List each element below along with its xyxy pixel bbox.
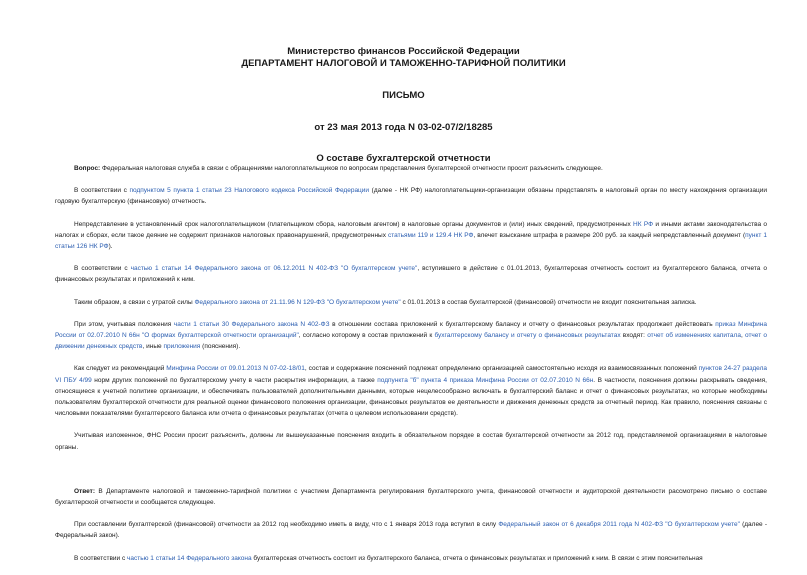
text: , вступившего в действие с 01.01.2013, бухгалтерская отчетность состоит из бухгалтерского баланса, отчета о финансовых результатах и приложений к ним. bbox=[55, 265, 768, 284]
link-law-402fz-art14[interactable]: частью 1 статьи 14 Федерального закона от 06.12.2011 N 402-ФЗ "О бухгалтерском учете" bbox=[130, 265, 418, 273]
link-cash-flow[interactable]: отчет о движении денежных средств bbox=[55, 332, 768, 351]
link-order-66n[interactable]: приказ Минфина России от 02.07.2010 N 66н "О формах бухгалтерской отчетности организаций" bbox=[55, 320, 767, 340]
answer-label: Ответ: bbox=[74, 487, 96, 495]
link-law-402fz[interactable]: Федеральный закон от 6 декабря 2011 года N 402-ФЗ "О бухгалтерском учете" bbox=[498, 521, 740, 529]
paragraph-8 bbox=[55, 430, 767, 452]
paragraph-5 bbox=[55, 297, 767, 308]
text: , влечет взыскание штрафа в размере 200 руб. за каждый непредставленный документ ( bbox=[473, 231, 746, 239]
paragraph-4 bbox=[55, 263, 767, 285]
text: Таким образом, в связи с утратой силы bbox=[74, 298, 195, 306]
document-header bbox=[0, 0, 807, 165]
document-type: ПИСЬМО bbox=[382, 90, 425, 101]
link-nk-rf[interactable]: НК РФ bbox=[633, 220, 654, 228]
text: входят: bbox=[620, 332, 648, 340]
text: норм других положений по бухгалтерскому учету в части раскрытия информации, а также bbox=[91, 376, 378, 384]
link-capital-changes[interactable]: отчет об изменениях капитала bbox=[647, 332, 741, 340]
paragraph-7 bbox=[55, 363, 767, 419]
link-pbu-4-99[interactable]: пунктов 24-27 раздела VI ПБУ 4/99 bbox=[55, 365, 767, 384]
text: бухгалтерская отчетность состоит из бухгалтерского баланса, отчета о финансовых результатах и приложений к ним. В связи с этим пояснительная bbox=[251, 554, 703, 562]
text: . В частности, пояснения должны раскрывать сведения, относящиеся к учетной политике организации, и обеспечивать пользователей дополнительными данными, которые нецелесообразно включать в бухгалтерский баланс и отчет о финансовых результатах, но которые необходимы пользователям бухгалтерской отчетности для реальной оценки финансового положения организации, финансовых результатов ее деятельности и движения денежных средств за отчетный период. Как правило, пояснения связаны с числовыми показателями бухгалтерского баланса или отчета о финансовых результатах (отчета о целевом использовании средств). bbox=[55, 376, 767, 418]
text: (пояснения). bbox=[200, 343, 241, 351]
text: , согласно которому в состав приложений к bbox=[298, 332, 435, 340]
text: В Департаменте налоговой и таможенно-тарифной политики с участием Департамента регулирования бухгалтерского учета, финансовой отчетности и аудиторской деятельности рассмотрено письмо о составе бухгалтерской отчетности и сообщается следующее. bbox=[55, 487, 767, 507]
text: В соответствии с bbox=[74, 265, 131, 273]
text: Непредставление в установленный срок налогоплательщиком (плательщиком сбора, налоговым агентом) в налоговые органы документов и (или) иных сведений, предусмотренных bbox=[74, 220, 634, 228]
text: , bbox=[740, 332, 745, 340]
text: Федеральная налоговая служба в связи с обращениями налогоплательщиков по вопросам представления бухгалтерской отчетности просит разъяснить следующее. bbox=[100, 165, 603, 172]
link-law-art14[interactable]: частью 1 статьи 14 Федерального закона bbox=[127, 554, 252, 562]
document-subject: О составе бухгалтерской отчетности bbox=[316, 153, 491, 164]
link-nk-article-23[interactable]: подпунктом 5 пункта 1 статьи 23 Налогового кодекса Российской Федерации bbox=[129, 187, 370, 195]
text: (далее - Федеральный закон). bbox=[55, 521, 768, 540]
text: , иные bbox=[142, 343, 164, 351]
text: При этом, учитывая положения bbox=[74, 320, 174, 328]
text: В соответствии с bbox=[74, 187, 130, 195]
paragraph-3 bbox=[55, 219, 767, 253]
paragraph-11 bbox=[55, 553, 767, 564]
link-balance-sheet[interactable]: бухгалтерскому балансу и отчету о финансовых результатах bbox=[434, 332, 621, 340]
link-law-402fz-art30[interactable]: части 1 статьи 30 Федерального закона N 402-ФЗ bbox=[173, 320, 330, 328]
department-name: ДЕПАРТАМЕНТ НАЛОГОВОЙ И ТАМОЖЕННО-ТАРИФНОЙ ПОЛИТИКИ bbox=[241, 57, 566, 69]
text: (далее - НК РФ) налогоплательщики-организации обязаны представлять в налоговый орган по месту нахождения организации годовую бухгалтерскую (финансовую) отчетность. bbox=[55, 187, 767, 206]
document-body bbox=[55, 163, 767, 575]
text: Как следует из рекомендаций bbox=[74, 365, 167, 373]
paragraph-2 bbox=[55, 185, 767, 207]
text: , состав и содержание пояснений подлежат определению организацией самостоятельно исходя из взаимосвязанных положений bbox=[304, 365, 699, 373]
paragraph-question bbox=[55, 163, 767, 174]
link-article-126[interactable]: пункт 1 статьи 126 НК РФ bbox=[55, 231, 767, 251]
text: Учитывая изложенное, ФНС России просит разъяснить, должны ли вышеуказанные пояснения входить в обязательном порядке в состав бухгалтерской отчетности за 2012 год, представляемой организациями в налоговые органы. bbox=[55, 432, 767, 451]
text: и иными актами законодательства о налогах и сборах, если такое деяние не содержит признаков налоговых правонарушений, предусмотренных bbox=[55, 220, 768, 239]
link-law-129fz[interactable]: Федерального закона от 21.11.96 N 129-ФЗ "О бухгалтерском учете" bbox=[194, 298, 401, 306]
paragraph-6 bbox=[55, 319, 767, 353]
link-minfin-recommendations[interactable]: Минфина России от 09.01.2013 N 07-02-18/01 bbox=[166, 365, 305, 373]
ministry-name: Министерство финансов Российской Федерации bbox=[287, 46, 520, 57]
paragraph-answer bbox=[55, 486, 767, 508]
link-articles-119-129[interactable]: статьями 119 и 129.4 НК РФ bbox=[387, 231, 474, 239]
paragraph-10 bbox=[55, 519, 767, 541]
text: При составлении бухгалтерской (финансовой) отчетности за 2012 год необходимо иметь в виду, что с 1 января 2013 года вступил в силу bbox=[74, 521, 499, 529]
text: с 01.01.2013 в состав бухгалтерской (финансовой) отчетности не входит пояснительная записка. bbox=[400, 298, 697, 306]
question-label: Вопрос: bbox=[74, 165, 101, 172]
link-appendices[interactable]: приложения bbox=[163, 343, 201, 351]
text: ). bbox=[108, 243, 113, 251]
text: в отношении состава приложений к бухгалтерскому балансу и отчету о финансовых результатах продолжает действовать bbox=[329, 320, 716, 328]
text: В соответствии с bbox=[74, 554, 128, 562]
document-date-number: от 23 мая 2013 года N 03-02-07/2/18285 bbox=[314, 121, 493, 133]
link-order-66n-item4[interactable]: подпункта "б" пункта 4 приказа Минфина России от 02.07.2010 N 66н bbox=[377, 376, 594, 384]
